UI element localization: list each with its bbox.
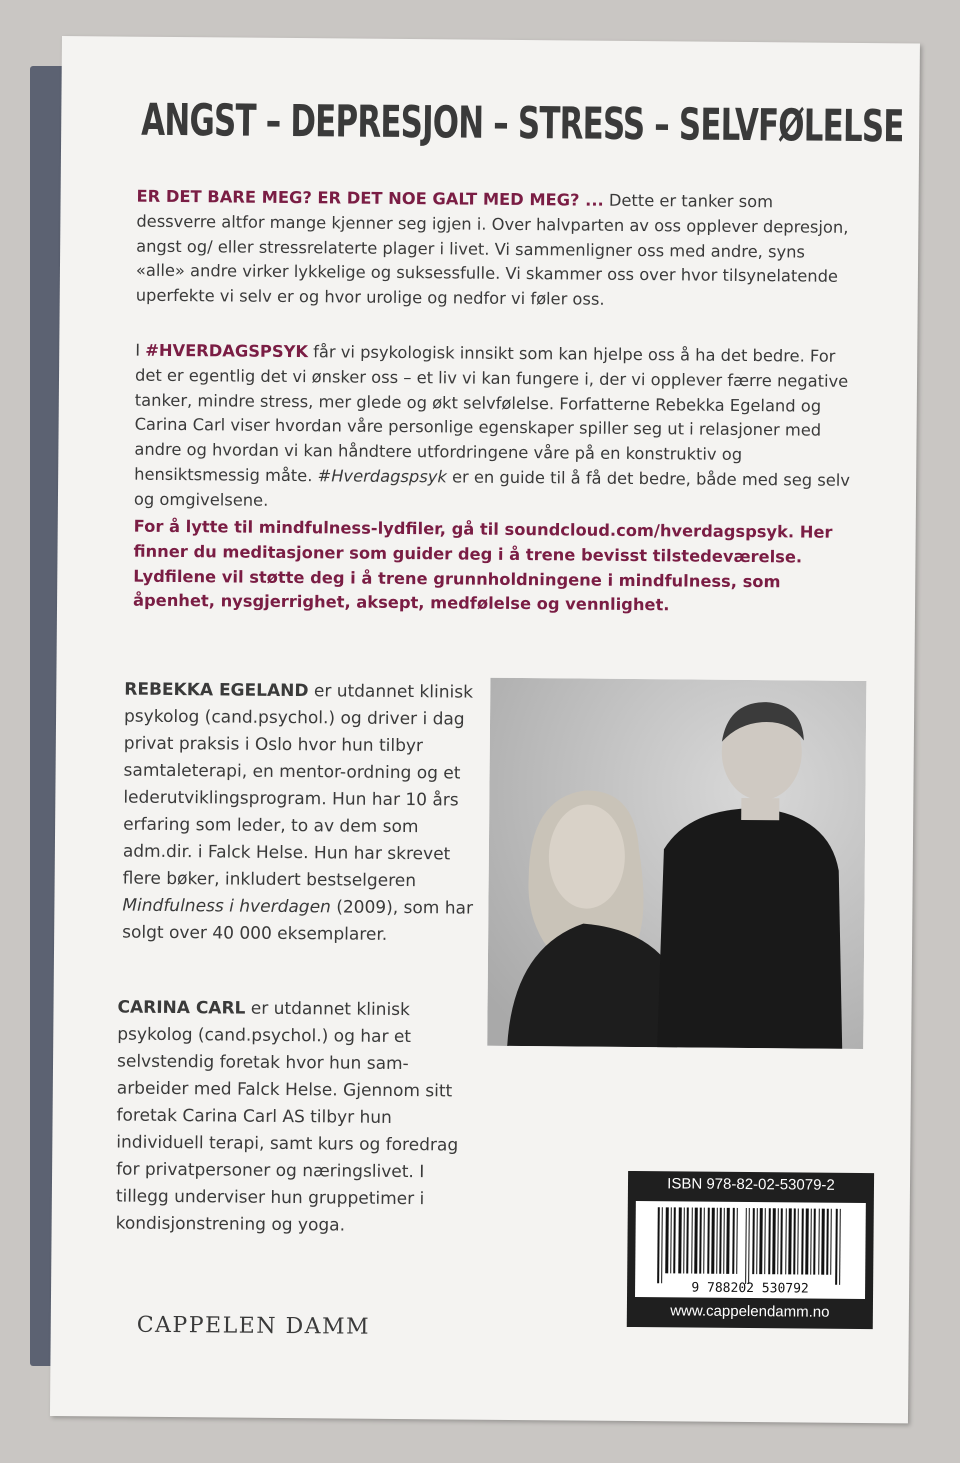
author-name: REBEKKA EGELAND (124, 679, 309, 702)
author-bio-carina (116, 995, 478, 1241)
author-bio-text: er utdannet klinisk psykolog (cand.psychol.) og har et selvstendig foretak hvor hun sam-arbeider med Falck Helse. Gjennom sitt foretak Carina Carl AS tilbyr hun individuell terapi, samt kurs og foredrag for privatpersoner og næringslivet. I tillegg underviser hun gruppetimer i kondisjonstrening og yoga. (115, 998, 459, 1236)
barcode-digits: 9 788202 530792 (691, 1280, 809, 1297)
intro-text-end: er en guide til å få det bedre, både med seg selv og omgivelsene. (133, 467, 851, 510)
book-title-italic: #Hverdagspsyk (317, 466, 447, 487)
author-bio-rebekka (122, 677, 484, 950)
barcode (635, 1201, 866, 1299)
publisher-website: www.cappelendamm.no (670, 1302, 830, 1321)
lead-question: ER DET BARE MEG? ER DET NOE GALT MED MEG? ... (136, 186, 604, 210)
author-bio-text-end: (2009), som har solgt over 40 000 eksemplarer. (122, 897, 474, 945)
mindfulness-paragraph: For å lytte til mindfulness-lydfiler, gå til soundcloud.com/hverdagspsyk. Her finner du meditasjoner som guider deg i å trene bevisst tilstedeværelse. Lydfilene vil støtte deg i å trene grunnholdningene i mindfulness, som åpenhet, nysgjerrighet, aksept, medfølelse og vennlighet. (132, 516, 833, 615)
publisher-logo: CAPPELEN DAMM (136, 1312, 371, 1340)
author-name: CARINA CARL (117, 997, 246, 1019)
hashtag: #HVERDAGSPSYK (145, 340, 309, 362)
author-bio-text: er utdannet klinisk psykolog (cand.psychol.) og driver i dag privat praksis i Oslo hvor hun tilbyr samtaleterapi, en mentor-ordning og et lederutviklingsprogram. Hun har 10 års erfaring som leder, to av dem som adm.dir. i Falck Helse. Hun har skrevet flere bøker, inkludert bestselgeren (122, 681, 474, 892)
author-photo (487, 678, 866, 1049)
lead-text: Dette er tanker som dessverre altfor mange kjenner seg igjen i. Over halvparten av oss opplever depresjon, angst og/ eller stressrelaterte plager i livet. Vi sammenligner oss med andre, syns «alle» andre virker lykkelige og suksessfulle. Vi skammer oss over hvor tilsynelatende uperfekte vi selv er og hvor urolige og nedfor vi føler oss. (135, 190, 849, 309)
intro-prefix: I (135, 340, 146, 360)
headline: ANGST – DEPRESJON – STRESS – SELVFØLELSE (141, 94, 904, 153)
intro-text: får vi psykologisk innsikt som kan hjelpe oss å ha det bedre. For det er egentlig det vi ønsker oss – et liv vi kan fungere i, der vi opplever færre negative tanker, mindre stress, mer glede og økt selvfølelse. Forfatterne Rebekka Egeland og Carina Carl viser hvordan våre personlige egenskaper spiller seg ut i relasjoner med andre og hvordan vi kan håndtere utfordringene våre på en konstruktiv og hensiktsmessig måte. (134, 342, 849, 486)
book-back-cover (50, 36, 920, 1423)
lead-paragraph (136, 185, 857, 315)
book-title: Mindfulness i hverdagen (122, 895, 331, 918)
barcode-block (627, 1171, 874, 1329)
isbn-label: ISBN 978-82-02-53079-2 (667, 1175, 835, 1194)
intro-paragraph (134, 339, 855, 519)
